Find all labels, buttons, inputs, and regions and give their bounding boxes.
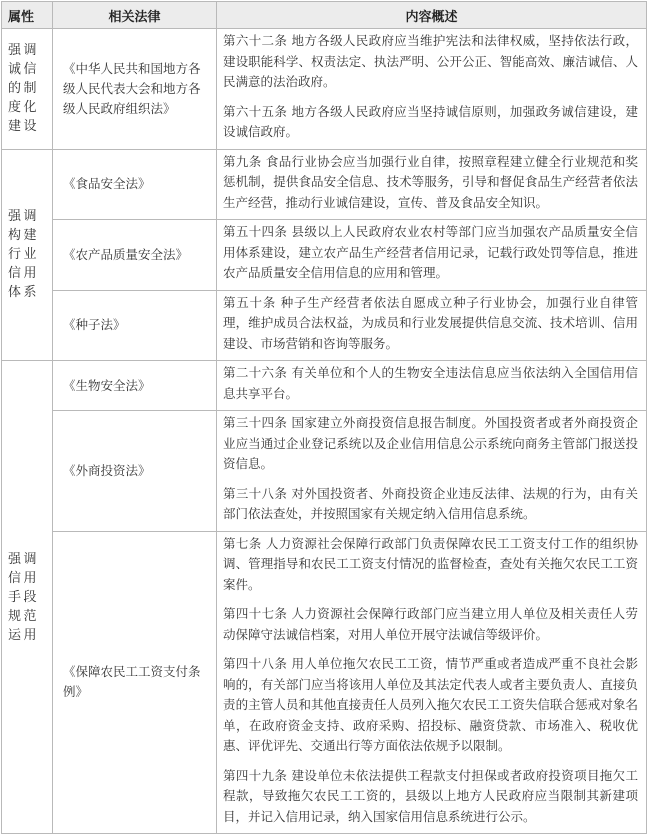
- law-name-cell: 《中华人民共和国地方各级人民代表大会和地方各级人民政府组织法》: [53, 29, 217, 150]
- article-text: 第九条 食品行业协会应当加强行业自律，按照章程建立健全行业规范和奖惩机制，提供食品安全信息、技术等服务，引导和督促食品生产经营者依法生产经营，推动行业诚信建设，宣传、普及食品安全知识。: [223, 153, 638, 210]
- table-header-row: [2, 2, 647, 29]
- table-row: [2, 149, 647, 220]
- content-cell: [217, 149, 647, 220]
- law-name-cell: 《农产品质量安全法》: [53, 220, 217, 291]
- article-text: 第二十六条 有关单位和个人的生物安全违法信息应当依法纳入全国信用信息共享平台。: [223, 365, 638, 401]
- content-cell: [217, 29, 647, 150]
- law-name-cell: 《种子法》: [53, 290, 217, 361]
- article-text: 第四十九条 建设单位未依法提供工程款支付担保或者政府投资项目拖欠工程款，导致拖欠农民工工资的，县级以上地方人民政府应当限制其新建项目，并记入信用记录，纳入国家信用信息系统进行公示。: [223, 767, 638, 824]
- content-cell: [217, 531, 647, 834]
- law-name-cell: 《食品安全法》: [53, 149, 217, 220]
- table-row: [2, 361, 647, 411]
- content-cell: [217, 361, 647, 411]
- law-name-cell: 《外商投资法》: [53, 411, 217, 532]
- law-name-cell: 《保障农民工工资支付条例》: [53, 531, 217, 834]
- article-text: 第三十四条 国家建立外商投资信息报告制度。外国投资者或者外商投资企业应当通过企业登记系统以及企业信用信息公示系统向商务主管部门报送投资信息。: [223, 415, 638, 471]
- article-text: 第四十七条 人力资源社会保障行政部门应当建立用人单位及相关责任人劳动保障守法诚信档案，对用人单位开展守法诚信等级评价。: [223, 606, 638, 642]
- table-row: [2, 531, 647, 834]
- article-text: 第七条 人力资源社会保障行政部门负责保障农民工工资支付工作的组织协调、管理指导和农民工工资支付情况的监督检查，查处有关拖欠农民工工资案件。: [223, 535, 638, 592]
- article-text: 第三十八条 对外国投资者、外商投资企业违反法律、法规的行为，由有关部门依法查处，并按照国家有关规定纳入信用信息系统。: [223, 485, 638, 521]
- law-table: [1, 1, 647, 834]
- article-text: 第六十五条 地方各级人民政府应当坚持诚信原则，加强政务诚信建设，建设诚信政府。: [223, 103, 638, 139]
- content-cell: [217, 220, 647, 291]
- article-text: 第五十条 种子生产经营者依法自愿成立种子行业协会，加强行业自律管理，维护成员合法权益，为成员和行业发展提供信息交流、技术培训、信用建设、市场营销和咨询等服务。: [223, 294, 638, 351]
- table-row: [2, 220, 647, 291]
- header-law: 相关法律: [53, 2, 217, 29]
- table-row: [2, 29, 647, 150]
- content-cell: [217, 411, 647, 532]
- article-text: 第四十八条 用人单位拖欠农民工工资，情节严重或者造成严重不良社会影响的，有关部门应当将该用人单位及其法定代表人或者主要负责人、直接负责的主管人员和其他直接责任人员列入拖欠农民工工资失信联合惩戒对象名单，在政府资金支持、政府采购、招投标、融资贷款、市场准入、税收优惠、评优评先、交通出行等方面依法依规予以限制。: [223, 656, 638, 753]
- law-name-cell: 《生物安全法》: [53, 361, 217, 411]
- content-cell: [217, 290, 647, 361]
- article-text: 第五十四条 县级以上人民政府农业农村等部门应当加强农产品质量安全信用体系建设，建立农产品生产经营者信用记录，记载行政处罚等信息，推进农产品质量安全信用信息的应用和管理。: [223, 224, 638, 280]
- header-content: 内容概述: [217, 2, 647, 29]
- category-cell: 强调构建行业信用体系: [2, 149, 53, 361]
- table-row: [2, 411, 647, 532]
- category-cell: 强调诚信的制度化建设: [2, 29, 53, 150]
- category-cell: 强调信用手段规范运用: [2, 361, 53, 834]
- header-category: 属性: [2, 2, 53, 29]
- article-text: 第六十二条 地方各级人民政府应当维护宪法和法律权威，坚持依法行政，建设职能科学、权责法定、执法严明、公开公正、智能高效、廉洁诚信、人民满意的法治政府。: [223, 33, 638, 89]
- table-row: [2, 290, 647, 361]
